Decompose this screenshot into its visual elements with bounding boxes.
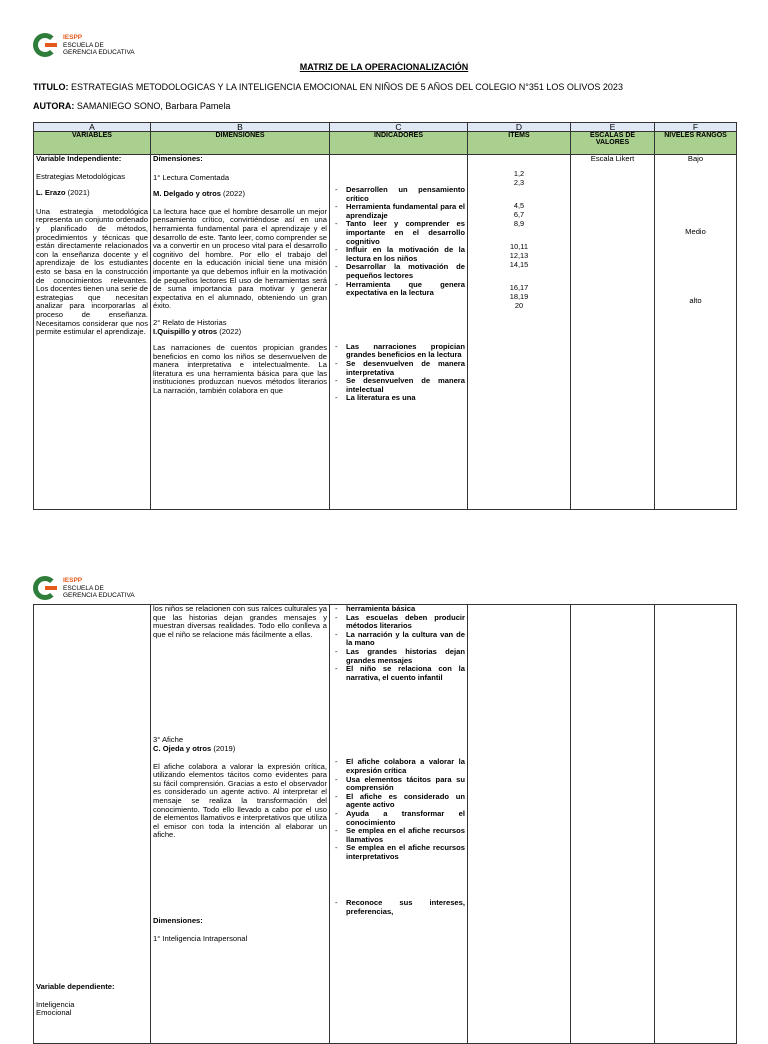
levels-cell [655, 155, 737, 510]
indicators-list-1 [332, 186, 465, 298]
school-logo-page2 [33, 576, 135, 600]
list-item: - Las escuelas deben producir métodos literarios [332, 614, 465, 631]
logo-icon [33, 33, 59, 57]
dimension-3-year: (2019) [211, 743, 236, 753]
indicators-list-5 [332, 899, 465, 916]
variables-cell [34, 155, 151, 510]
variable-author-line [36, 189, 148, 198]
dimension-2-name: 2° Relato de Historias [153, 317, 227, 327]
dimensions-title-2: Dimensiones: [153, 915, 203, 925]
col-letter-e: E [571, 123, 655, 132]
dimension-3-author-line [153, 745, 327, 754]
dimension-1-author: M. Delgado y otros [153, 189, 221, 199]
list-item: - El afiche colabora a valorar la expresión crítica [332, 758, 465, 775]
list-item: - Se emplea en el afiche recursos llamativos [332, 827, 465, 844]
dimensions-cell [151, 155, 330, 510]
dimension-1-year: (2022) [220, 189, 245, 199]
indicators-list-4 [332, 758, 465, 861]
items-cell [468, 605, 571, 1044]
variable-dependent-name: Inteligencia Emocional [36, 999, 75, 1018]
dimension-1-name: 1° Lectura Comentada [153, 172, 230, 182]
item-value: 12,13 [509, 251, 529, 260]
dimension-3-text: El afiche colabora a valorar la expresión crítica, utilizando elementos tácitos como evidentes para su fácil comprensión. Gracias a esto el observador es considerado un agente activo. Al interpretar el mensaje se realiza la transformación del conocimiento. Todo ello llevado a cabo por el uso de elementos llamativos e interpretativos que utiliza el emisor con toda la intención al elaborar un afiche. [153, 761, 327, 840]
header-indicators: INDICADORES [330, 132, 468, 155]
variable-dependent-title: Variable dependiente: [36, 982, 115, 991]
header-variables: VARIABLES [34, 132, 151, 155]
list-item: - La narración y la cultura van de la mano [332, 631, 465, 648]
levels-cell [655, 605, 737, 1044]
matrix-table-page2 [33, 604, 737, 1044]
column-headers [34, 132, 737, 155]
item-value: 20 [514, 301, 524, 310]
list-item: - Las narraciones propician grandes beneficios en la lectura [332, 343, 465, 360]
variable-year: (2021) [65, 188, 90, 198]
logo-line-3: GERENCIA EDUCATIVA [63, 49, 135, 56]
col-letter-a: A [34, 123, 151, 132]
dimension-3-author: C. Ojeda y otros [153, 743, 212, 753]
item-value: 8,9 [513, 219, 525, 228]
dimension-1-author-line [153, 190, 327, 199]
header-levels: NIVELES RANGOS [655, 132, 737, 155]
logo-line-2: ESCUELA DE [63, 584, 104, 592]
dimension-2-author-line [153, 328, 327, 337]
item-value: 6,7 [513, 210, 525, 219]
table-row [34, 155, 737, 510]
item-value: 4,5 [513, 201, 525, 210]
list-item: - Herramienta fundamental para el aprendizaje [332, 203, 465, 220]
variable-definition: Una estrategia metodológica representa un conjunto ordenado y planificado de métodos, procedimientos y técnicas que están directamente relacionados con la enseñanza docente y el aprendizaje de los estudiantes esto se basa en la construcción de conocimientos relevantes. Los docentes tienen una serie de estrategias que necesitan analizar para incorporarlas al proceso de enseñanza. Necesitamos considerar que nos permite estimular el aprendizaje. [36, 206, 148, 337]
col-letter-c: C [330, 123, 468, 132]
indicators-cell [330, 155, 468, 510]
document-heading: MATRIZ DE LA OPERACIONALIZACIÓN [299, 62, 469, 72]
header-items: ITEMS [468, 132, 571, 155]
list-item: - Influir en la motivación de la lectura en los niños [332, 246, 465, 263]
logo-line-2: ESCUELA DE [63, 41, 104, 49]
matrix-table-page1 [33, 122, 737, 510]
author-value: SAMANIEGO SONO, Barbara Pamela [74, 101, 231, 111]
logo-line-1: IESPP [63, 34, 83, 41]
dimension-1-text: La lectura hace que el hombre desarrolle un mejor pensamiento crítico, convirtiéndose así en una herramienta fundamental para el aprendizaje y el desarrollo de este. Tanto leer, como comprender se va a convertir en un proceso vital para el desarrollo cognitivo del hombre. Por ello el trabajo del docente en la educación inicial tiene una misión importante ya que debemos influir en la motivación de pequeños lectores El uso de herramientas será de suma importancia para motivar y generar expectativa en el alumnado, obteniendo un gran éxito. [153, 206, 327, 311]
dimension-intrapersonal: 1° Inteligencia Intrapersonal [153, 933, 248, 943]
document-author-line [33, 101, 230, 111]
list-item: - Ayuda a transformar el conocimiento [332, 810, 465, 827]
list-item: - Reconoce sus intereses, preferencias, [332, 899, 465, 916]
variable-independent-title: Variable Independiente: [36, 154, 122, 163]
list-item: - Usa elementos tácitos para su comprensión [332, 776, 465, 793]
indicators-cell [330, 605, 468, 1044]
logo-line-1: IESPP [63, 577, 83, 584]
scale-cell [571, 155, 655, 510]
scale-cell [571, 605, 655, 1044]
dimension-3-name: 3° Afiche [153, 735, 184, 745]
logo-line-3: GERENCIA EDUCATIVA [63, 592, 135, 599]
indicators-list-2 [332, 343, 465, 403]
document-title-line [33, 82, 623, 92]
items-cell [468, 155, 571, 510]
list-item: - Se emplea en el afiche recursos interpretativos [332, 844, 465, 861]
list-item: - Se desenvuelven de manera intelectual [332, 377, 465, 394]
list-item: - Herramienta que genera expectativa en la lectura [332, 281, 465, 298]
list-item: - Tanto leer y comprender es importante en el desarrollo cognitivo [332, 220, 465, 246]
item-value: 2,3 [513, 178, 525, 187]
dimensions-title: Dimensiones: [153, 154, 203, 163]
dimension-2-text-continued: los niños se relacionen con sus raíces culturales ya que las historias dejan grandes mensajes y muestran diversas realidades. Todo ello conlleva a que el niño se relacione más fácilmente a ellas. [153, 604, 327, 639]
list-item: - Desarrollen un pensamiento crítico [332, 186, 465, 203]
level-high: alto [689, 296, 702, 306]
dimensions-cell [151, 605, 330, 1044]
table-row [34, 605, 737, 1044]
item-value: 1,2 [513, 169, 525, 178]
column-letters [34, 123, 737, 132]
col-letter-f: F [655, 123, 737, 132]
title-value: ESTRATEGIAS METODOLOGICAS Y LA INTELIGENCIA EMOCIONAL EN NIÑOS DE 5 AÑOS DEL COLEGIO N°351 LOS OLIVOS 2023 [68, 82, 623, 92]
variable-independent-name: Estrategias Metodológicas [36, 171, 126, 181]
list-item: - La literatura es una [332, 394, 465, 403]
author-label: AUTORA: [33, 101, 75, 111]
variable-author: L. Erazo [36, 188, 66, 198]
item-value: 18,19 [509, 292, 529, 301]
level-low: Bajo [687, 154, 704, 163]
variables-cell [34, 605, 151, 1044]
list-item: - Se desenvuelven de manera interpretativa [332, 360, 465, 377]
level-medium: Medio [685, 226, 706, 236]
header-scales: ESCALAS DE VALORES [571, 132, 655, 155]
header-dimensions: DIMENSIONES [151, 132, 330, 155]
scale-value: Escala Likert [590, 154, 635, 163]
dimension-2-text: Las narraciones de cuentos propician grandes beneficios en como los niños se desenvuelven de manera interpretativa e intelectualmente. La literatura es una herramienta básica para que las instituciones produzcan nuevos métodos literarios La narración, también colabora en que [153, 343, 327, 396]
list-item: - El niño se relaciona con la narrativa, el cuento infantil [332, 665, 465, 682]
school-logo [33, 33, 135, 57]
item-value: 16,17 [509, 283, 529, 292]
list-item: - herramienta básica [332, 605, 465, 614]
logo-icon [33, 576, 59, 600]
list-item: - El afiche es considerado un agente activo [332, 793, 465, 810]
list-item: - Desarrollar la motivación de pequeños lectores [332, 263, 465, 280]
indicators-list-3 [332, 605, 465, 682]
dimension-2-author: I.Quispillo y otros [153, 326, 218, 336]
title-label: TITULO: [33, 82, 69, 92]
list-item: - Las grandes historias dejan grandes mensajes [332, 648, 465, 665]
item-value: 10,11 [510, 242, 528, 251]
col-letter-d: D [468, 123, 571, 132]
col-letter-b: B [151, 123, 330, 132]
item-value: 14,15 [509, 260, 529, 269]
dimension-2-year: (2022) [217, 326, 242, 336]
